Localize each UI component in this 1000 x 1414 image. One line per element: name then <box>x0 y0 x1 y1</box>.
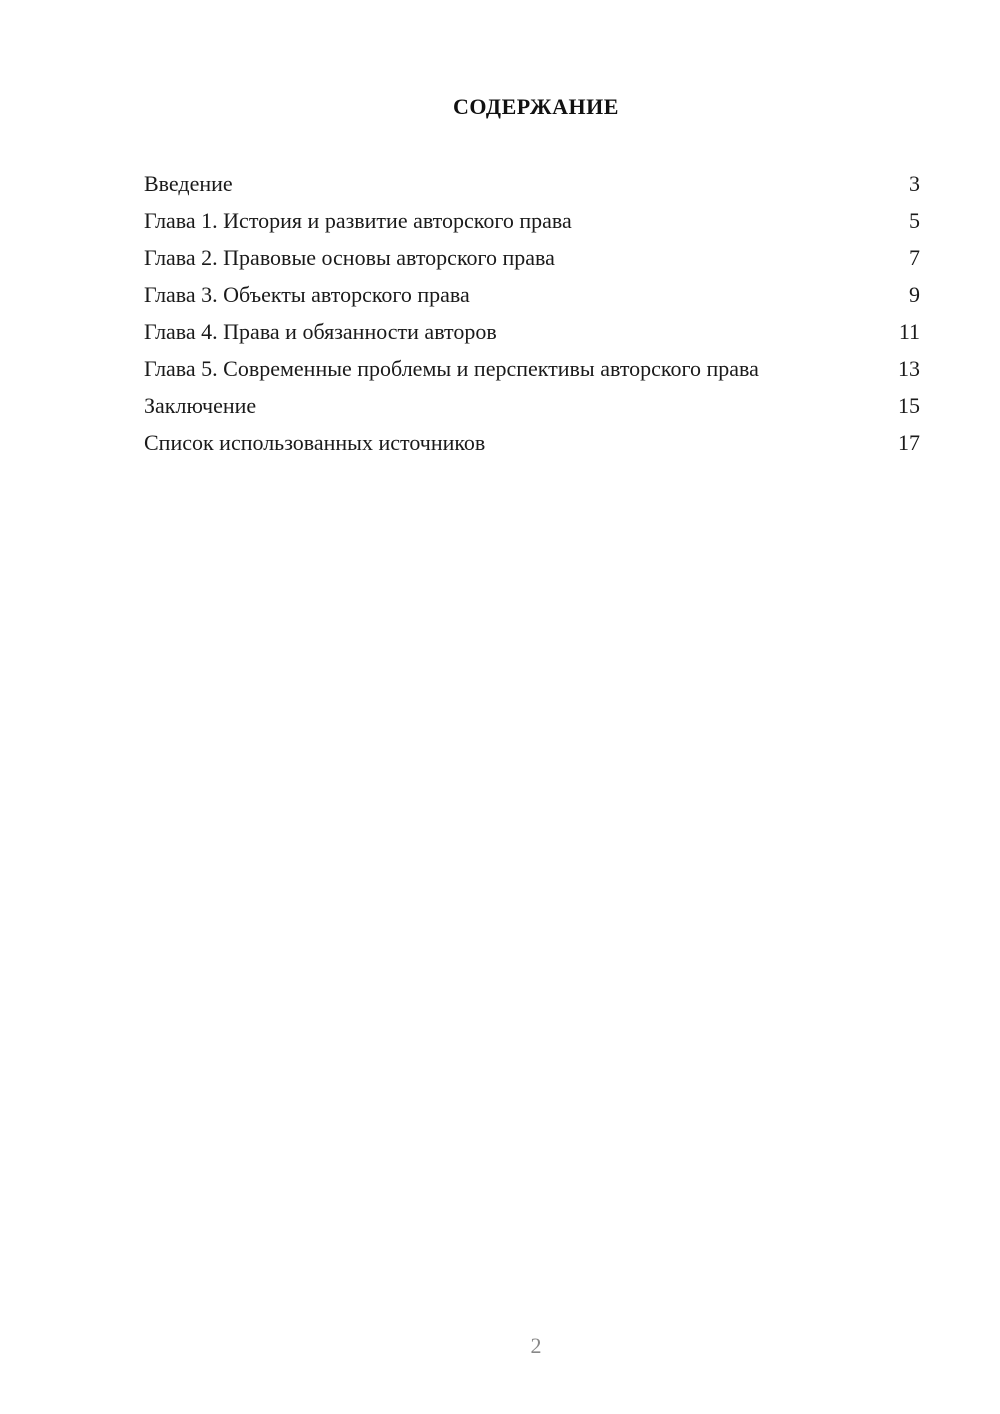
toc-entry-label: Список использованных источников <box>144 430 486 455</box>
toc-entry-page: 11 <box>898 319 920 344</box>
toc-entry-label: Глава 2. Правовые основы авторского права <box>144 245 555 270</box>
toc-entry-label: Глава 5. Современные проблемы и перспективы авторского права <box>144 356 759 381</box>
page-title: СОДЕРЖАНИЕ <box>453 94 619 119</box>
table-of-contents <box>144 170 920 466</box>
toc-entry-page: 7 <box>909 245 920 270</box>
toc-entry-chapter-5 <box>144 355 920 383</box>
toc-entry-page: 15 <box>898 393 920 418</box>
toc-entry-page: 3 <box>909 171 920 196</box>
toc-entry-label: Глава 3. Объекты авторского права <box>144 282 470 307</box>
page-number: 2 <box>530 1333 542 1358</box>
toc-entry-page: 9 <box>909 282 920 307</box>
toc-entry-page: 5 <box>909 208 920 233</box>
toc-entry-chapter-1 <box>144 207 920 235</box>
toc-entry-label: Глава 1. История и развитие авторского права <box>144 208 572 233</box>
toc-entry-label: Заключение <box>144 393 257 418</box>
toc-entry-chapter-4 <box>144 318 920 346</box>
toc-entry-label: Введение <box>144 171 233 196</box>
toc-entry-chapter-2 <box>144 244 920 272</box>
toc-entry-page: 17 <box>898 430 920 455</box>
toc-entry-conclusion <box>144 392 920 420</box>
toc-entry-label: Глава 4. Права и обязанности авторов <box>144 319 497 344</box>
toc-entry-page: 13 <box>898 356 920 381</box>
toc-entry-introduction <box>144 170 920 198</box>
toc-entry-chapter-3 <box>144 281 920 309</box>
toc-entry-references <box>144 429 920 457</box>
